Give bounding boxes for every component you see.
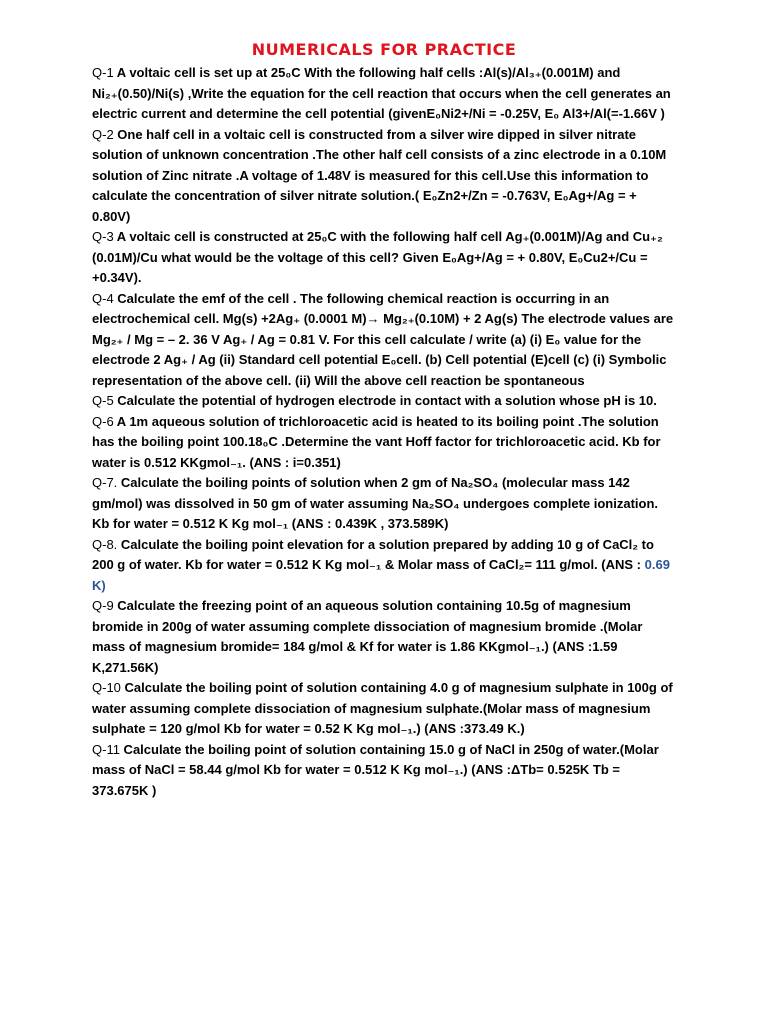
question-3 <box>92 227 676 289</box>
question-7 <box>92 473 676 535</box>
question-text: A voltaic cell is set up at 25₀C With the following half cells :Al(s)/Al₃₊(0.001M) and Ni₂₊(0.50)/Ni(s) ,Write the equation for the cell reaction that occurs when the cell generates an electric current and determine the cell potential (givenE₀Ni2+/Ni = -0.25V, E₀ Al3+/Al(=-1.66V ) <box>92 65 671 121</box>
question-number: Q-10 <box>92 680 121 695</box>
answer-highlight: 0.69 K) <box>92 557 670 593</box>
question-text: Calculate the freezing point of an aqueous solution containing 10.5g of magnesium bromide in 200g of water assuming complete dissociation of magnesium bromide .(Molar mass of magnesium bromide= 184 g/mol & Kf for water is 1.86 KKgmol₋₁.) (ANS :1.59 K,271.56K) <box>92 598 643 675</box>
question-11 <box>92 740 676 802</box>
question-number: Q-11 <box>92 741 120 757</box>
question-text: A voltaic cell is constructed at 25₀C with the following half cell Ag₊(0.001M)/Ag and Cu₊₂ (0.01M)/Cu what would be the voltage of this cell? Given E₀Ag+/Ag = + 0.80V, E₀Cu2+/Cu = +0.34V). <box>92 229 663 285</box>
question-8 <box>92 535 676 597</box>
question-4 <box>92 289 676 392</box>
question-number: Q-9 <box>92 598 114 613</box>
question-number: Q-6 <box>92 413 114 429</box>
question-number: Q-1 <box>92 65 114 80</box>
question-5 <box>92 391 676 412</box>
question-text: Calculate the boiling point elevation for a solution prepared by adding 10 g of CaCl₂ to 200 g of water. Kb for water = 0.512 K Kg mol₋₁ & Molar mass of CaCl₂= 111 g/mol. (ANS : <box>92 536 654 572</box>
question-10 <box>92 678 676 740</box>
question-1 <box>92 63 676 125</box>
question-6 <box>92 412 676 474</box>
question-text: A 1m aqueous solution of trichloroacetic acid is heated to its boiling point .The solution has the boiling point 100.18₀C .Determine the vant Hoff factor for trichloroacetic acid. Kb for water is 0.512 KKgmol₋₁. (ANS : i=0.351) <box>92 413 661 470</box>
question-number: Q-8. <box>92 536 118 552</box>
question-text: Calculate the potential of hydrogen electrode in contact with a solution whose pH is 10. <box>113 393 657 408</box>
question-number: Q-2 <box>92 126 114 142</box>
question-text: Calculate the boiling points of solution when 2 gm of Na₂SO₄ (molecular mass 142 gm/mol) was dissolved in 50 gm of water assuming Na₂SO₄ undergoes complete ionization. Kb for water = 0.512 K Kg mol₋₁ (ANS : 0.439K , 373.589K) <box>92 475 659 531</box>
question-9 <box>92 596 676 678</box>
question-number: Q-3 <box>92 229 114 244</box>
question-2 <box>92 125 676 228</box>
document-title: NUMERICALS FOR PRACTICE <box>251 40 517 59</box>
question-text: Calculate the boiling point of solution containing 4.0 g of magnesium sulphate in 100g of water assuming complete dissociation of magnesium sulphate.(Molar mass of magnesium sulphate = 120 g/mol Kb for water = 0.52 K Kg mol₋₁.) (ANS :373.49 K.) <box>92 680 673 736</box>
question-text: One half cell in a voltaic cell is constructed from a silver wire dipped in silver nitrate solution of unknown concentration .The other half cell consists of a zinc electrode in a 0.10M solution of Zinc nitrate .A voltage of 1.48V is measured for this cell.Use this information to calculate the concentration of silver nitrate solution.( E₀Zn2+/Zn = -0.763V, E₀Ag+/Ag = + 0.80V) <box>92 126 667 224</box>
question-number: Q-5 <box>92 393 114 408</box>
question-number: Q-4 <box>92 290 114 306</box>
question-text: Calculate the boiling point of solution containing 15.0 g of NaCl in 250g of water.(Molar mass of NaCl = 58.44 g/mol Kb for water = 0.512 K Kg mol₋₁.) (ANS :ΔTb= 0.525K Tb = 373.675K ) <box>92 741 659 798</box>
question-text: Calculate the emf of the cell . The following chemical reaction is occurring in an electrochemical cell. Mg(s) +2Ag₊ (0.0001 M)→ Mg₂₊(0.10M) + 2 Ag(s) The electrode values are Mg₂₊ / Mg = – 2. 36 V Ag₊ / Ag = 0.81 V. For this cell calculate / write (a) (i) E₀ value for the electrode 2 Ag₊ / Ag (ii) Standard cell potential E₀cell. (b) Cell potential (E)cell (c) (i) Symbolic representation of the above cell. (ii) Will the above cell reaction be spontaneous <box>92 290 674 388</box>
question-number: Q-7. <box>92 475 118 490</box>
question-list <box>92 63 676 801</box>
